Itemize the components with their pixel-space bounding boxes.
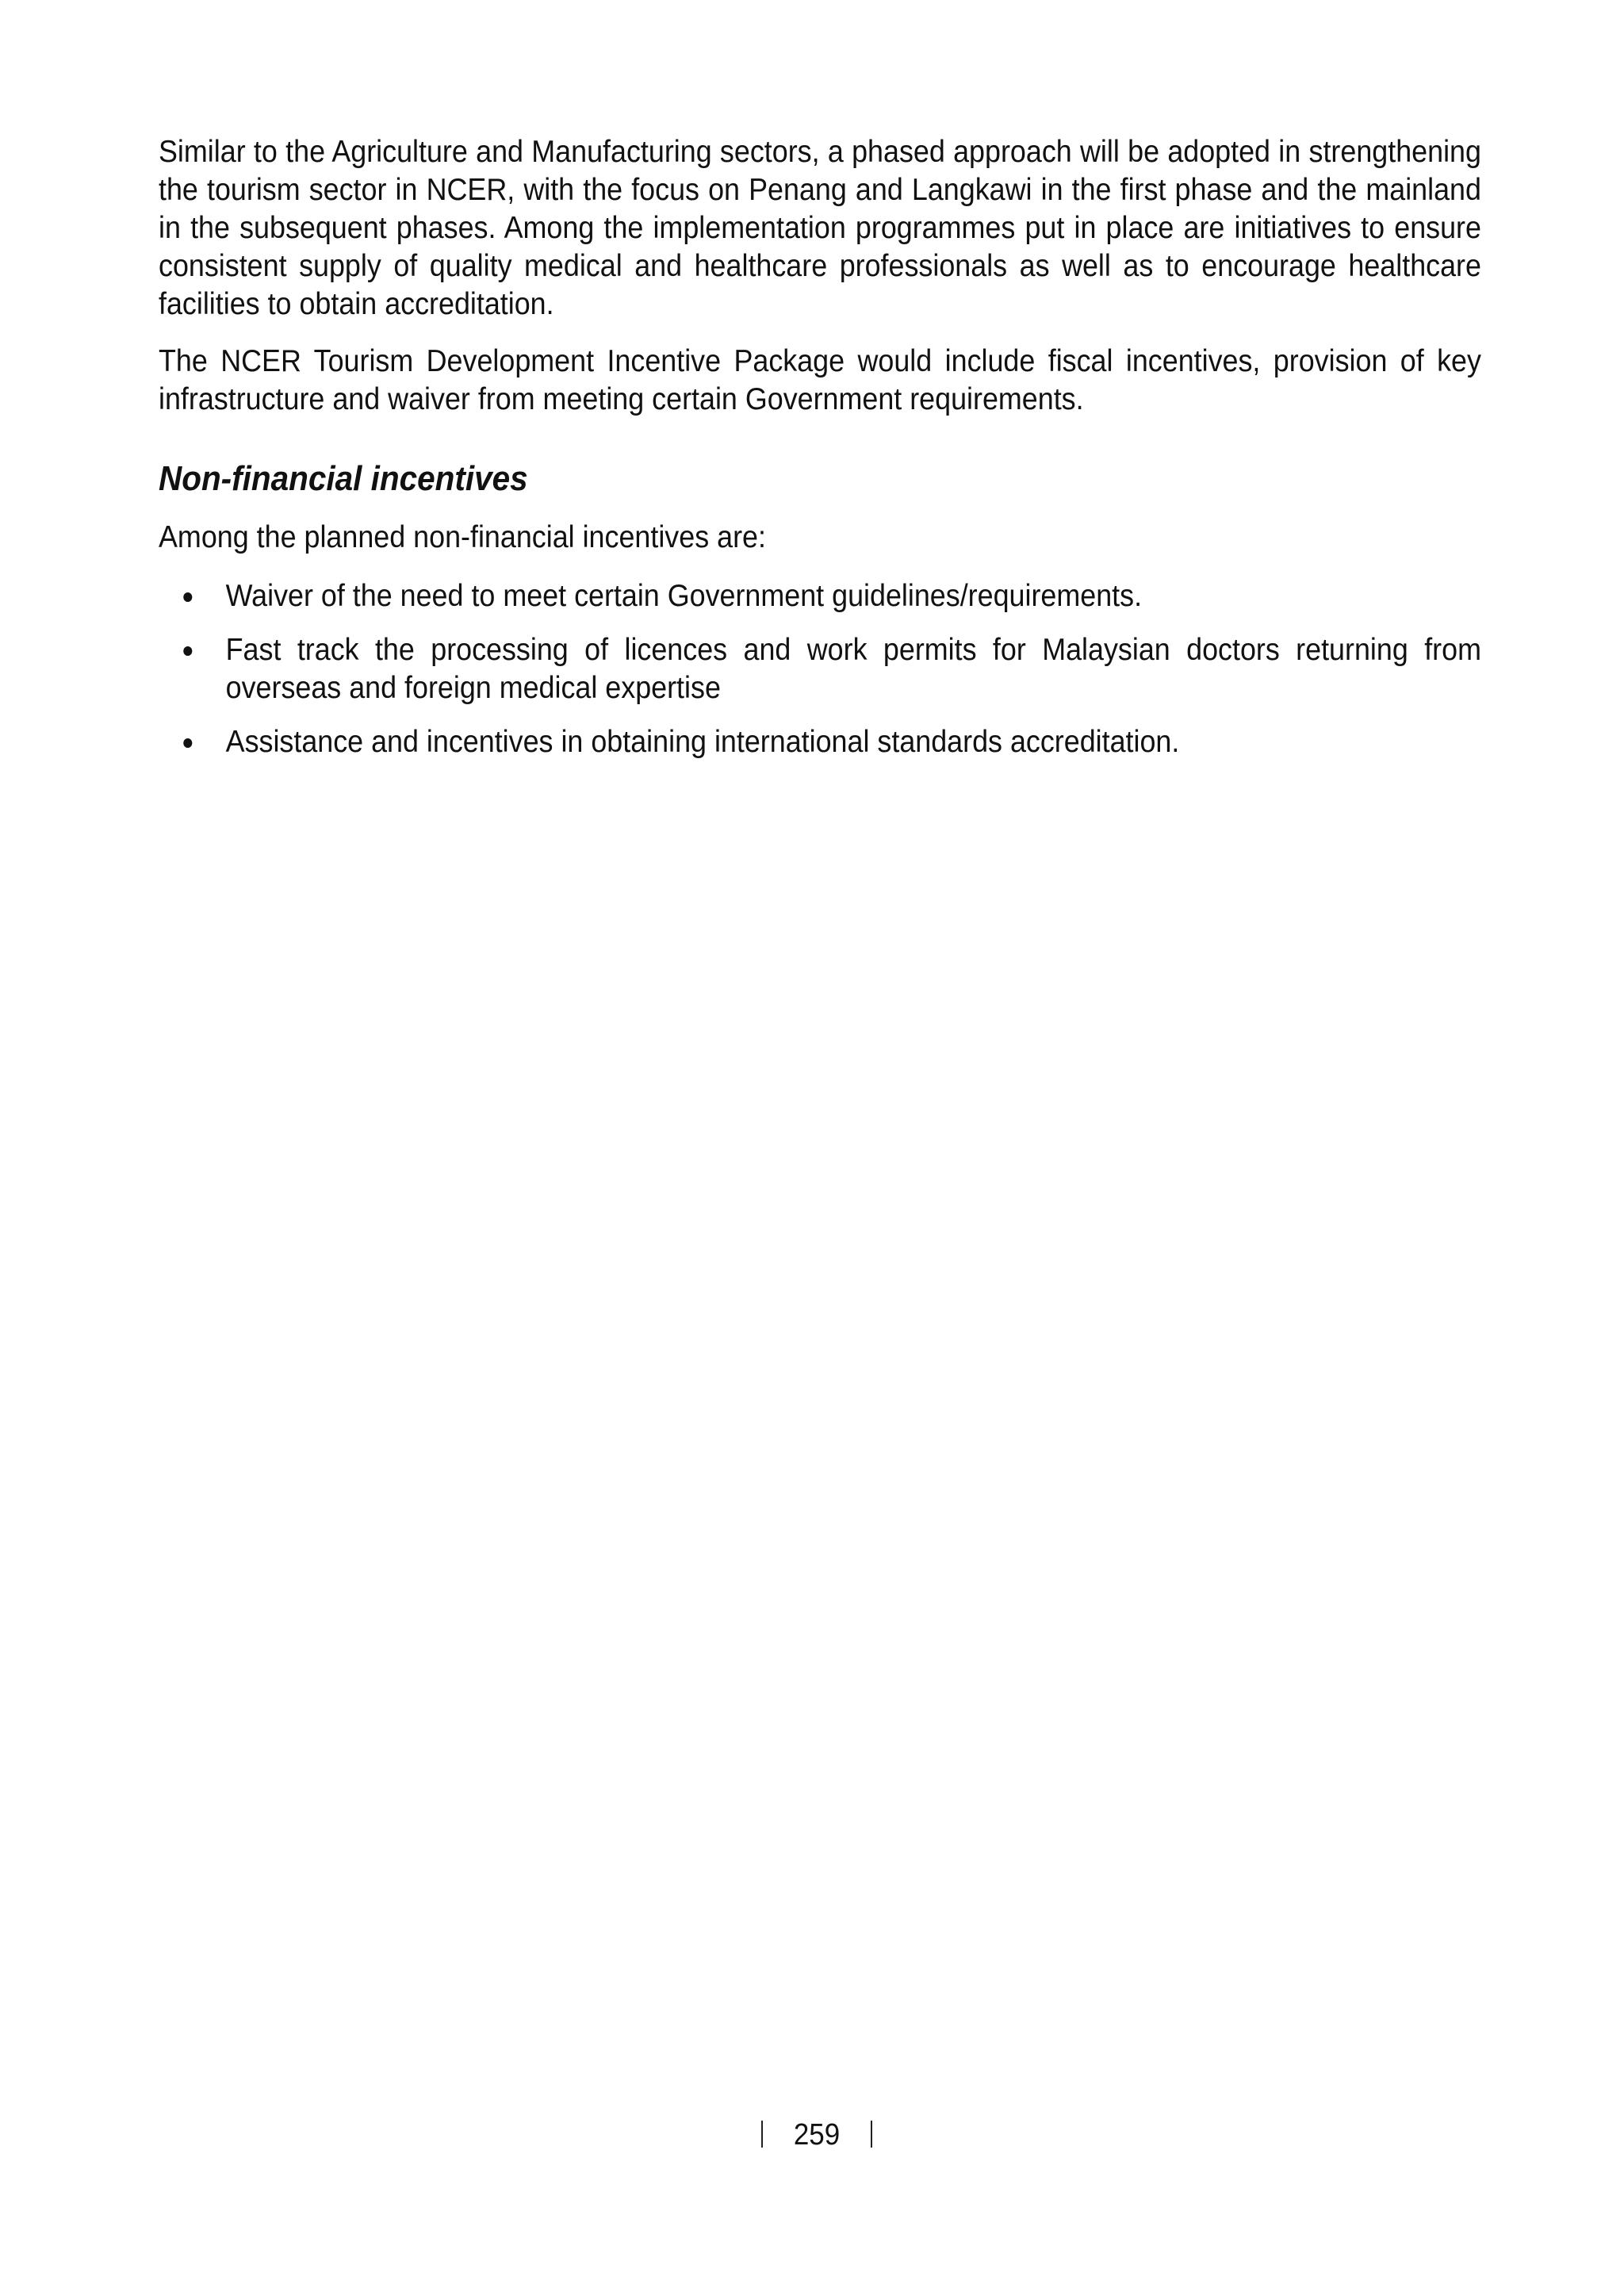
- bullet-item: [159, 577, 1481, 615]
- bullet-icon: [183, 738, 192, 748]
- body-paragraph: Similar to the Agriculture and Manufacturing sectors, a phased approach will be adopted in strengthening the tourism sector in NCER, with the focus on Penang and Langkawi in the first phase and the mainland in the subsequent phases. Among the implementation programmes put in place are initiatives to ensure consistent supply of quality medical and healthcare professionals as well as to encourage healthcare facilities to obtain accreditation.: [159, 135, 1481, 321]
- bullet-text: Assistance and incentives in obtaining international standards accreditation.: [225, 725, 1180, 759]
- page-number: 259: [793, 2118, 841, 2152]
- bullet-item: [159, 723, 1481, 761]
- footer-divider: [871, 2121, 872, 2148]
- page-content: [159, 133, 1481, 777]
- page-footer: [0, 2117, 1624, 2159]
- section-intro: Among the planned non-financial incentives are:: [159, 520, 766, 554]
- section-heading: Non-financial incentives: [159, 459, 528, 498]
- bullet-list: [159, 577, 1481, 761]
- bullet-text: Waiver of the need to meet certain Government guidelines/requirements.: [225, 579, 1143, 613]
- body-paragraph: The NCER Tourism Development Incentive Package would include fiscal incentives, provision of key infrastructure and waiver from meeting certain Government requirements.: [159, 344, 1481, 416]
- bullet-icon: [183, 646, 192, 656]
- bullet-text: Fast track the processing of licences and work permits for Malaysian doctors returning from overseas and foreign medical expertise: [225, 633, 1481, 705]
- bullet-icon: [183, 592, 192, 602]
- footer-divider: [761, 2121, 763, 2148]
- bullet-item: [159, 631, 1481, 707]
